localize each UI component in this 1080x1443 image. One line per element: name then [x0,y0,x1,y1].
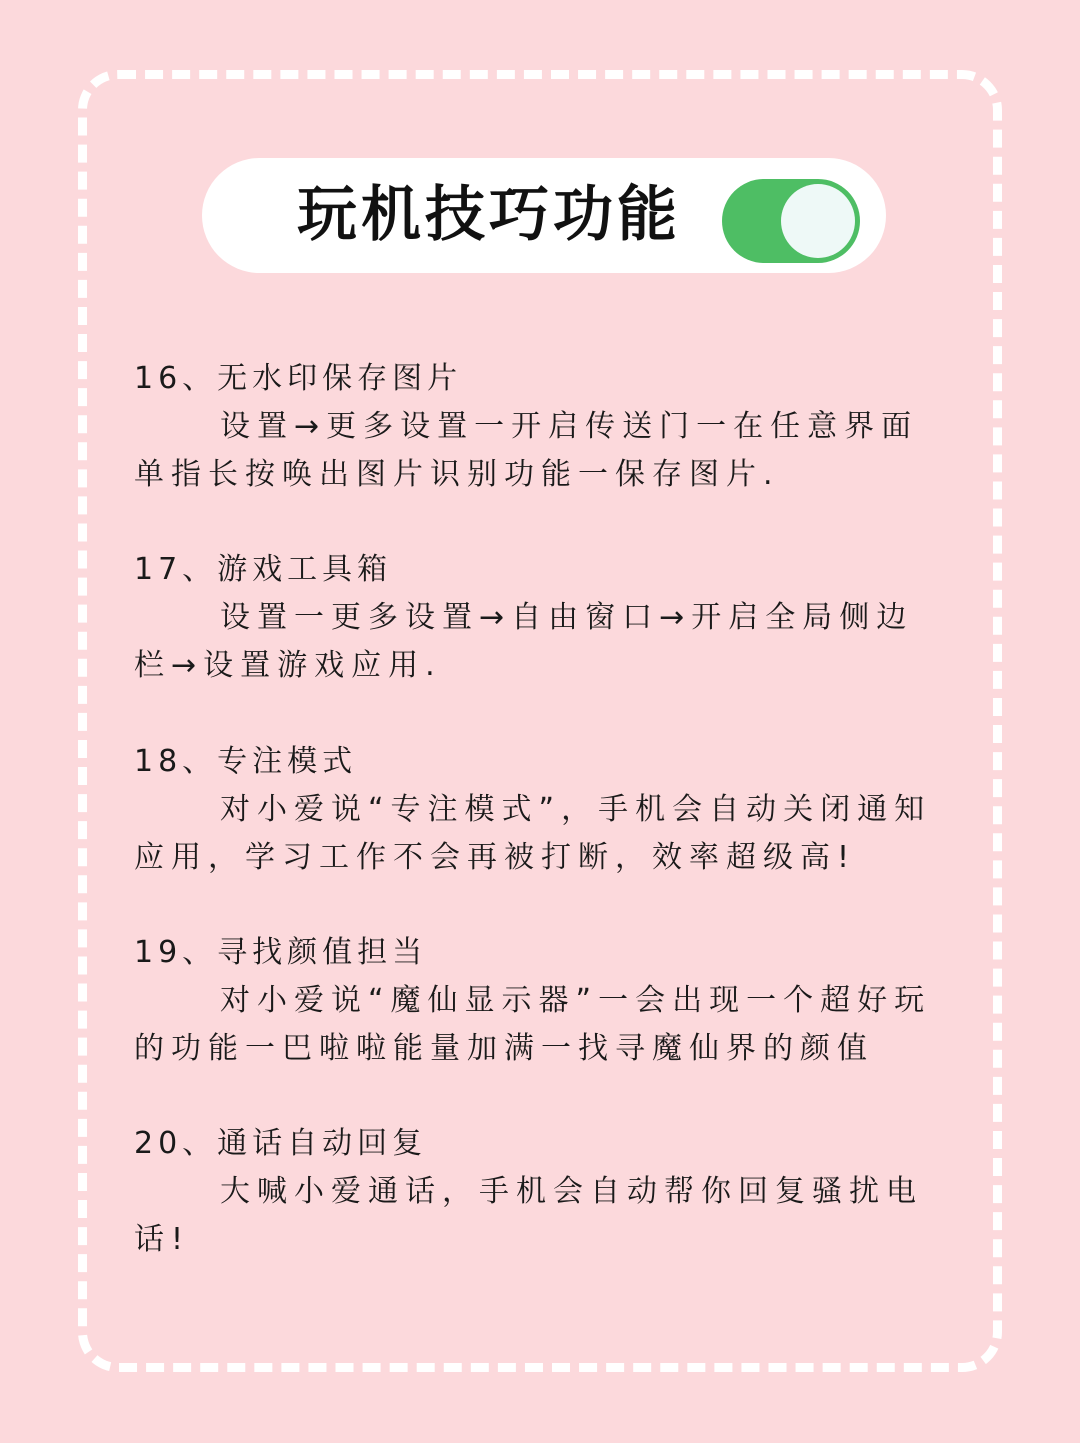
tip-heading: 17、游戏工具箱 [134,552,393,587]
tip-item-19 [134,929,946,1073]
tip-item-17 [134,546,946,690]
tip-heading: 18、专注模式 [134,744,358,779]
tip-heading: 20、通话自动回复 [134,1126,428,1161]
tip-body: 大喊小爱通话，手机会自动帮你回复骚扰电话! [134,1174,923,1257]
tip-heading: 16、无水印保存图片 [134,361,463,396]
tip-body: 设置一更多设置→自由窗口→开启全局侧边栏→设置游戏应用. [134,600,914,683]
tip-heading: 19、寻找颜值担当 [134,935,428,970]
title-banner [202,158,886,273]
toggle-knob [781,184,855,258]
tip-item-20 [134,1120,946,1264]
page-title: 玩机技巧功能 [297,180,681,250]
tip-item-16 [134,355,946,499]
tip-body: 设置→更多设置一开启传送门一在任意界面单指长按唤出图片识别功能一保存图片. [134,409,919,492]
tip-body: 对小爱说“魔仙显示器”一会出现一个超好玩的功能一巴啦啦能量加满一找寻魔仙界的颜值 [134,983,932,1066]
tip-body: 对小爱说“专注模式”，手机会自动关闭通知应用，学习工作不会再被打断，效率超级高! [134,792,932,875]
tip-item-18 [134,738,946,882]
toggle-switch[interactable] [722,179,860,263]
